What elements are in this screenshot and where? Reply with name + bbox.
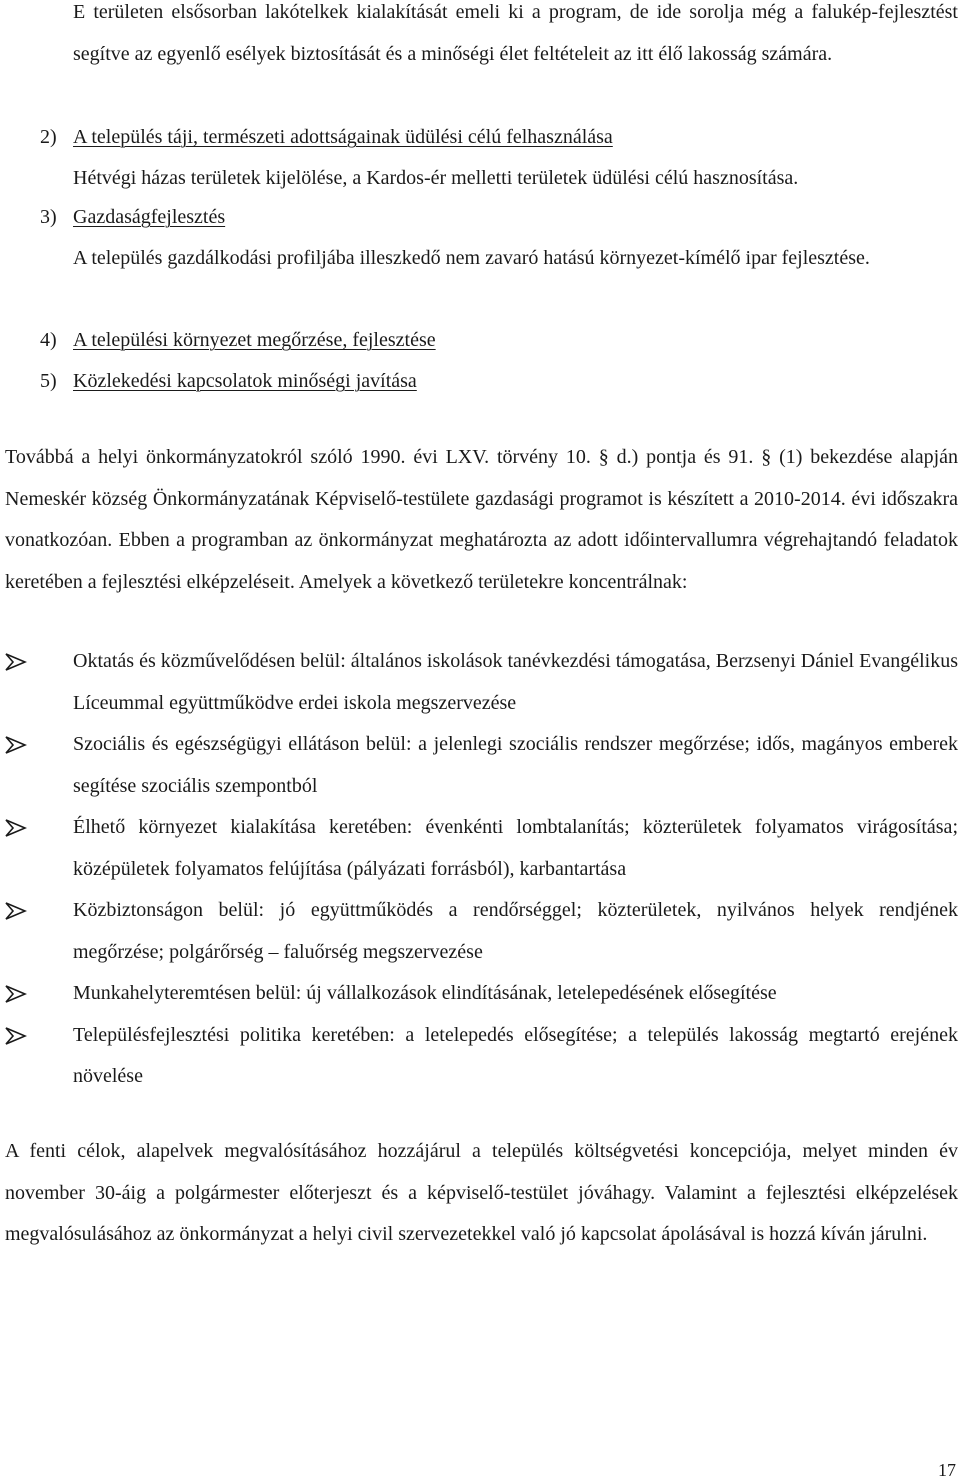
goal-number: 3) xyxy=(40,206,57,228)
list-item xyxy=(5,724,958,807)
list-item-text: Közbiztonságon belül: jó együttműködés a rendőrséggel; közterületek, nyilvános helyek rendjének megőrzése; polgárőrség – faluőrség megszervezése xyxy=(73,899,958,963)
program-paragraph: Továbbá a helyi önkormányzatokról szóló 1990. évi LXV. törvény 10. § d.) pontja és 91. § (1) bekezdése alapján Nemeskér község Önkormányzatának Képviselő-testülete gazdasági programot is készített a 2010-2014. évi időszakra vonatkozóan. Ebben a programban az önkormányzat meghatározta az adott időintervallumra végrehajtandó feladatok keretében a fejlesztési elképzeléseit. Amelyek a következő területekre koncentrálnak: xyxy=(5,446,958,593)
page-number: 17 xyxy=(938,1460,956,1480)
goal-title: A település táji, természeti adottságainak üdülési célú felhasználása xyxy=(73,126,613,148)
list-item-text: Munkahelyteremtésen belül: új vállalkozások elindításának, letelepedésének elősegítése xyxy=(73,982,777,1004)
list-item xyxy=(5,890,958,973)
goal-number: 4) xyxy=(40,329,57,351)
arrowhead-bullet-icon xyxy=(5,985,27,1003)
arrowhead-bullet-icon xyxy=(5,902,27,920)
list-item xyxy=(5,641,958,724)
goal-description: A település gazdálkodási profiljába illeszkedő nem zavaró hatású környezet-kímélő ipar fejlesztése. xyxy=(73,247,870,269)
list-item-text: Oktatás és közművelődésen belül: általános iskolások tanévkezdési támogatása, Berzsenyi Dániel Evangélikus Líceummal együttműködve erdei iskola megszervezése xyxy=(73,650,958,714)
list-item xyxy=(5,1015,958,1098)
closing-paragraph: A fenti célok, alapelvek megvalósításához hozzájárul a település költségvetési koncepciója, melyet minden év november 30-áig a polgármester előterjeszt és a képviselő-testület jóváhagy. Valamint a fejlesztési elképzelések megvalósulásához az önkormányzat a helyi civil szervezetekkel való jó kapcsolat ápolásával is hozzá kíván járulni. xyxy=(5,1140,958,1245)
list-item xyxy=(5,973,958,1015)
list-item xyxy=(5,807,958,890)
arrowhead-bullet-icon xyxy=(5,1027,27,1045)
arrowhead-bullet-icon xyxy=(5,736,27,754)
goal-description: Hétvégi házas területek kijelölése, a Kardos-ér melletti területek üdülési célú hasznosítása. xyxy=(73,167,799,189)
goal-title: Gazdaságfejlesztés xyxy=(73,206,226,228)
arrowhead-bullet-icon xyxy=(5,819,27,837)
goal-number: 5) xyxy=(40,370,57,392)
goal-title: A települési környezet megőrzése, fejlesztése xyxy=(73,329,436,351)
intro-paragraph: E területen elsősorban lakótelkek kialakítását emeli ki a program, de ide sorolja még a falukép-fejlesztést segítve az egyenlő esélyek biztosítását és a minőségi élet feltételeit az itt élő lakosság számára. xyxy=(73,1,958,65)
arrowhead-bullet-icon xyxy=(5,653,27,671)
focus-area-list xyxy=(5,641,958,1098)
list-item-text: Élhető környezet kialakítása keretében: évenkénti lombtalanítás; közterületek folyamatos virágosítása; középületek folyamatos felújítása (pályázati forrásból), karbantartása xyxy=(73,816,958,880)
list-item-text: Szociális és egészségügyi ellátáson belül: a jelenlegi szociális rendszer megőrzése; idős, magányos emberek segítése szociális szempontból xyxy=(73,733,958,797)
goal-title: Közlekedési kapcsolatok minőségi javítása xyxy=(73,370,417,392)
list-item-text: Településfejlesztési politika keretében: a letelepedés elősegítése; a település lakosság megtartó erejének növelése xyxy=(73,1023,958,1087)
goal-number: 2) xyxy=(40,126,57,148)
